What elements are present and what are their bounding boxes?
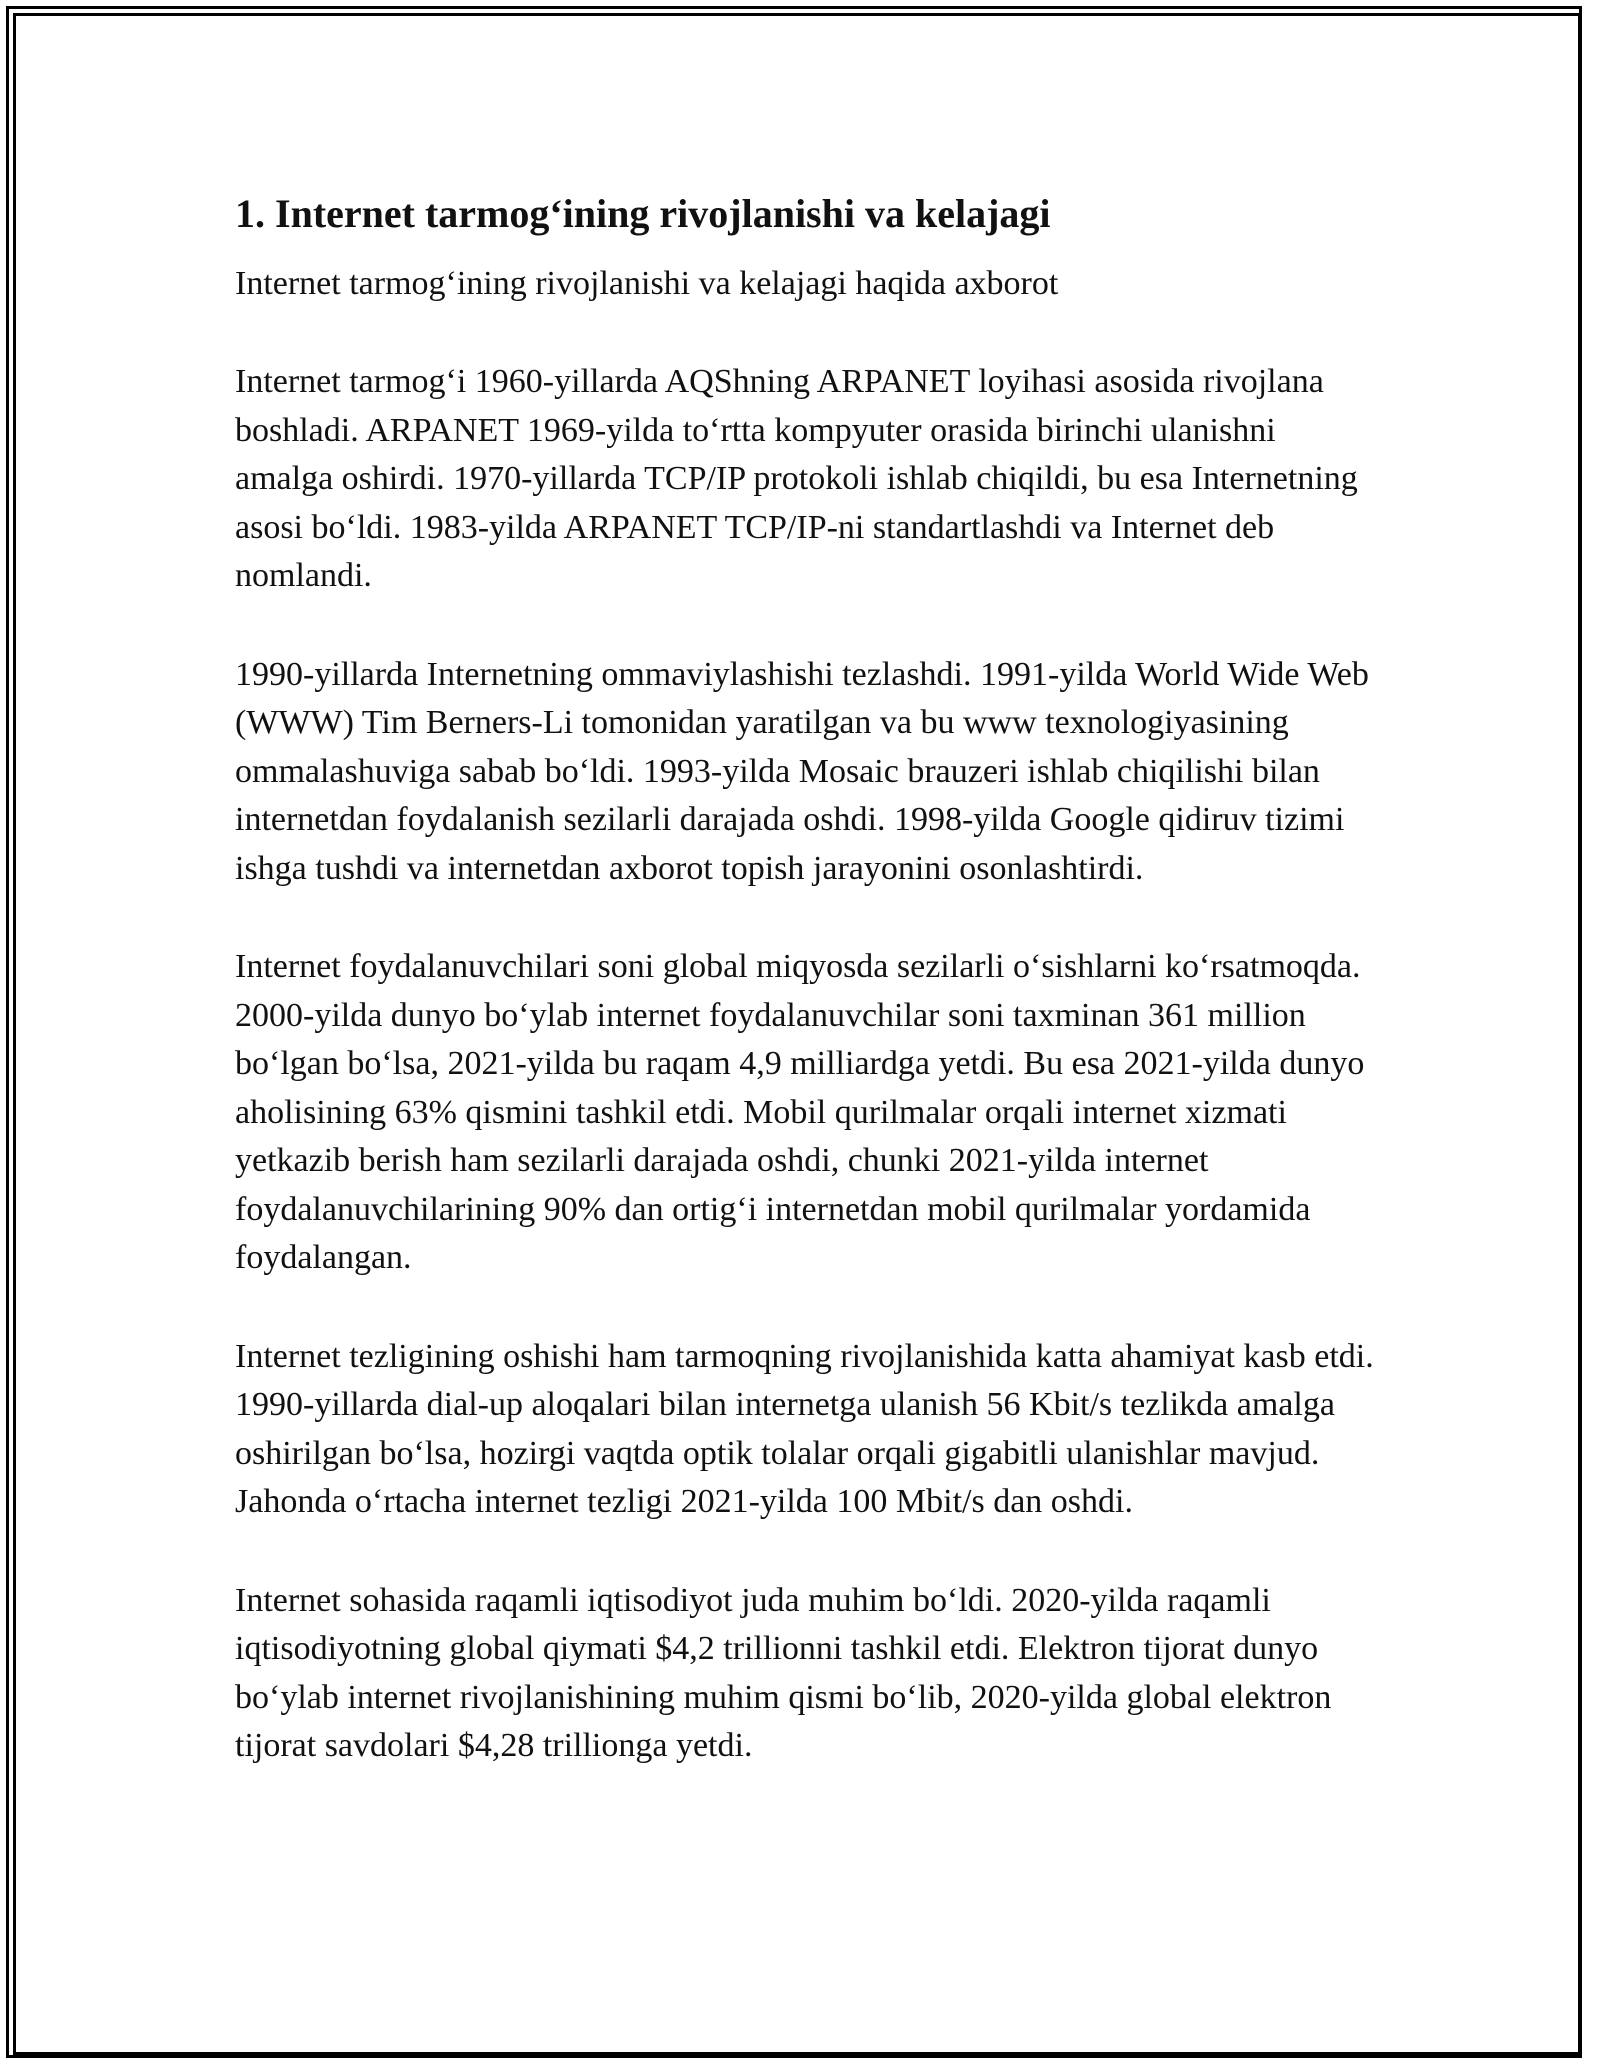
document-title: 1. Internet tarmog‘ining rivojlanishi va kelajagi [235, 191, 1051, 236]
paragraph-www: 1990-yillarda Internetning ommaviylashishi tezlashdi. 1991-yilda World Wide Web (WWW) Tim Berners-Li tomonidan yaratilgan va bu www texnologiyasining ommalashuviga sabab bo‘ldi. 1993-yilda Mosaic brauzeri ishlab chiqilishi bilan internetdan foydalanish sezilarli darajada oshdi. 1998-yilda Google qidiruv tizimi ishga tushdi va internetdan axborot topish jarayonini osonlashtirdi. [235, 655, 1369, 887]
paragraph-users: Internet foydalanuvchilari soni global miqyosda sezilarli o‘sishlarni ko‘rsatmoqda. 2000-yilda dunyo bo‘ylab internet foydalanuvchilar soni taxminan 361 million bo‘lgan bo‘lsa, 2021-yilda bu raqam 4,9 milliardga yetdi. Bu esa 2021-yilda dunyo aholisining 63% qismini tashkil etdi. Mobil qurilmalar orqali internet xizmati yetkazib berish ham sezilarli darajada oshdi, chunki 2021-yilda internet foydalanuvchilarining 90% dan ortig‘i internetdan mobil qurilmalar yordamida foydalangan. [235, 948, 1365, 1276]
paragraph-arpanet: Internet tarmog‘i 1960-yillarda AQShning ARPANET loyihasi asosida rivojlana boshladi. ARPANET 1969-yilda to‘rtta kompyuter orasida birinchi ulanishni amalga oshirdi. 1970-yillarda TCP/IP protokoli ishlab chiqildi, bu esa Internetning asosi bo‘ldi. 1983-yilda ARPANET TCP/IP-ni standartlashdi va Internet deb nomlandi. [235, 363, 1358, 594]
document-subtitle: Internet tarmog‘ining rivojlanishi va kelajagi haqida axborot [235, 265, 1059, 302]
paragraph-economy: Internet sohasida raqamli iqtisodiyot juda muhim bo‘ldi. 2020-yilda raqamli iqtisodiyotning global qiymati $4,2 trillionni tashkil etdi. Elektron tijorat dunyo bo‘ylab internet rivojlanishining muhim qismi bo‘lib, 2020-yilda global elektron tijorat savdolari $4,28 trillionga yetdi. [235, 1581, 1332, 1764]
document-body [235, 188, 1375, 1771]
paragraph-speed: Internet tezligining oshishi ham tarmoqning rivojlanishida katta ahamiyat kasb etdi. 1990-yillarda dial-up aloqalari bilan internetga ulanish 56 Kbit/s tezlikda amalga oshirilgan bo‘lsa, hozirgi vaqtda optik tolalar orqali gigabitli ulanishlar mavjud. Jahonda o‘rtacha internet tezligi 2021-yilda 100 Mbit/s dan oshdi. [235, 1337, 1374, 1520]
